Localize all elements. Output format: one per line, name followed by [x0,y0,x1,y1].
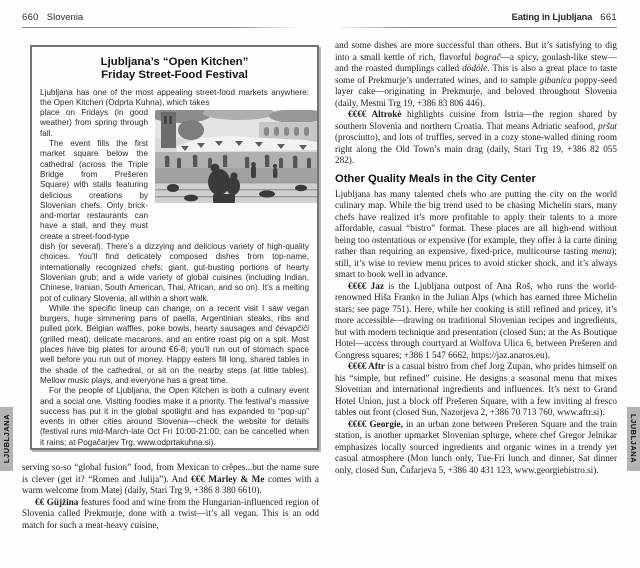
page-number-left: 660 [22,12,39,23]
festival-photo-illustration [155,110,317,203]
paragraph-gujzina-cont: and some dishes are more successful than others. But it’s satisfying to dig into a small kettle of rich, flavorful bograč—a spicy, goulash-like stew—and the roasted dumplings called dödöle. This is also a great place to taste some of Prekmurje’s underrated wines, and to sample gibanica poppy-seed layer cake—originating in Prekmurje, and beloved throughout Slovenia (daily, Mestni Trg 19, +386 83 806 446). [335,40,618,108]
running-header-left [22,12,83,23]
sidebar-paragraph-lineup: While the specific lineup can change, on a recent visit I saw vegan burgers, huge simmering pans of paella, Argentinian steaks, ribs and pulled pork, Belgian waffles, poke bowls, hearty sausages and čevapčiči (grilled meat), delicate macarons, and an entire roast pig on a spit. Most places have big plates for around €6-8; you’ll run out of stomach space well before you run out of money. Happy eaters fill long, shared tables in the shade of the cathedral, or sit on the nearby steps (at little tables). Mellow music plays, and everyone has a great time. [40,303,309,385]
page-number-right: 661 [600,12,617,23]
running-header-right [512,12,617,23]
header-rule-right [337,27,617,28]
sidebar-title-line1: Ljubljana’s “Open Kitchen” [100,56,249,68]
sidebar-paragraph-intro: Ljubljana has one of the most appealing street-food markets anywhere: the Open Kitchen (Odprta Kuhna), which takes [40,87,309,107]
sidebar-paragraph-event-cont: dish (or several). There’s a dizzying and delicious variety of high-quality choices. You’ll find delicately composed dishes from top-name, internationally recognized chefs; giant, gut-busting portions of hearty Slovenian grub; and a wide variety of global cuisines (including Indian, Chinese, Iranian, South American, Thai, African, and so on). It’s a melting pot of culinary Slovenia, all within a short walk. [40,242,309,303]
paragraph-altroke: €€€€ Altrokè highlights cuisine from Istria—the region shared by southern Slovenia and northern Croatia. That means Adriatic seafood, pršut (prosciutto), and lots of truffles, served in a cozy stone-walled dining room right along the Old Town’s main drag (daily, Stari Trg 19, +386 82 055 282). [335,109,617,165]
paragraph-gujzina: €€ Güjžina features food and wine from the Hungarian-influenced region of Slovenia called Prekmurje, done with a twist—it’s all vegan. This is an odd match for such a meat-heavy cuisine, [22,496,319,530]
header-rule-left [22,27,302,28]
paragraph-jaz: €€€€ Jaz is the Ljubljana outpost of Ana Roš, who runs the world-renowned Hiša Franko in the Julian Alps (which has earned three Michelin stars; see page 751). Here, while her cooking is still refined and pricey, it’s more accessible—drawing on traditional Slovenian recipes and ingredients, but with modern technique and presentation (closed Sun; at the As Boutique Hotel—access through courtyard at Wolfova Ulica 6, between Prešeren and Congress squares; +386 1 547 6662, https://jaz.anaros.eu). [335,280,617,360]
section-heading-other-quality-meals: Other Quality Meals in the City Center [335,172,536,185]
paragraph-georgie: €€€€ Georgie, in an urban zone between Prešeren Square and the train station, is another upmarket Slovenian splurge, where chef Gregor Jelnikar emphasizes locally sourced ingredients and organic wines in a trendy yet casual atmosphere (Mon lunch only, Tue-Fri lunch and dinner, Sat dinner only, closed Sun, Čufarjeva 5, +386 40 431 123, www.georgiebistro.si). [335,418,617,475]
section-title: Slovenia [46,12,84,23]
sidebar-title-line2: Friday Street-Food Festival [101,68,248,81]
festival-photo [155,110,317,203]
chapter-tab-left-label: LJUBLJANA [2,414,11,464]
paragraph-romeo-marley: serving so-so “global fusion” food, from Mexican to crêpes...but the name sure is clever (get it? “Romeo and Julija”). And €€€ Marley & Me comes with a warm welcome from Matej (daily, Stari Trg 9, +386 8 380 6610). [22,462,319,495]
chapter-title: Eating in Ljubljana [511,12,593,23]
sidebar-paragraph-intro-cont: place on Fridays (in good weather) from spring through fall. [40,108,148,138]
paragraph-city-center-intro: Ljubljana has many talented chefs who are putting the city on the world culinary map. While the big trend used to be chasing Michelin stars, many chefs have realized it’s more profitable to apply their talents to a more affordable, casual “bistro” format. These places are all high-end without being too ostentatious or expensive (for example, they offer à la carte dining rather than requiring an expensive, fixed-price, multicourse tasting menu); still, it’s wise to review menu prices to avoid sticker shock, and it’s always smart to book well in advance. [335,188,617,279]
sidebar-title [40,56,309,82]
left-column-body [22,462,319,531]
sidebar-paragraph-people: For the people of Ljubljana, the Open Kitchen is both a culinary event and a social one. Visiting foodies make it a priority. The festival’s massive success has put it in the global spotlight and has expanded to “pop-up” events in other cities around Slovenia—check the website for details (festival runs mid-March-late Oct Fri 10:00-21:00; can be cancelled when it rains; at Pogačarjev Trg, www.odprtakuhna.si). [40,386,309,447]
sidebar-narrow-text [40,108,148,242]
sidebar-box-open-kitchen [30,45,319,450]
chapter-tab-right [627,407,640,471]
sidebar-paragraph-event: The event fills the first market square below the cathedral (across the Triple Bridge from Prešeren Square) with stalls featuring delicious creations by Slovenian chefs. Only brick-and-mortar restaurants can have a stall, and they must create a street-food-type [40,139,148,241]
chapter-tab-right-label: LJUBLJANA [629,414,638,464]
right-column-body [335,40,617,476]
sidebar-photo-row [40,108,309,242]
chapter-tab-left [0,407,13,471]
paragraph-aftr: €€€€ Aftr is a casual bistro from chef Jorg Zupan, who prides himself on his “simple, but refined” cuisine. He designs a seasonal menu that mixes Slovenian and international ingredients and influences. It’s next to Grand Hotel Union, just a block off Prešeren Square, with a few inviting al fresco tables out front (closed Sun, Nazorjeva 2, +386 70 713 760, www.aftr.si). [335,361,617,417]
